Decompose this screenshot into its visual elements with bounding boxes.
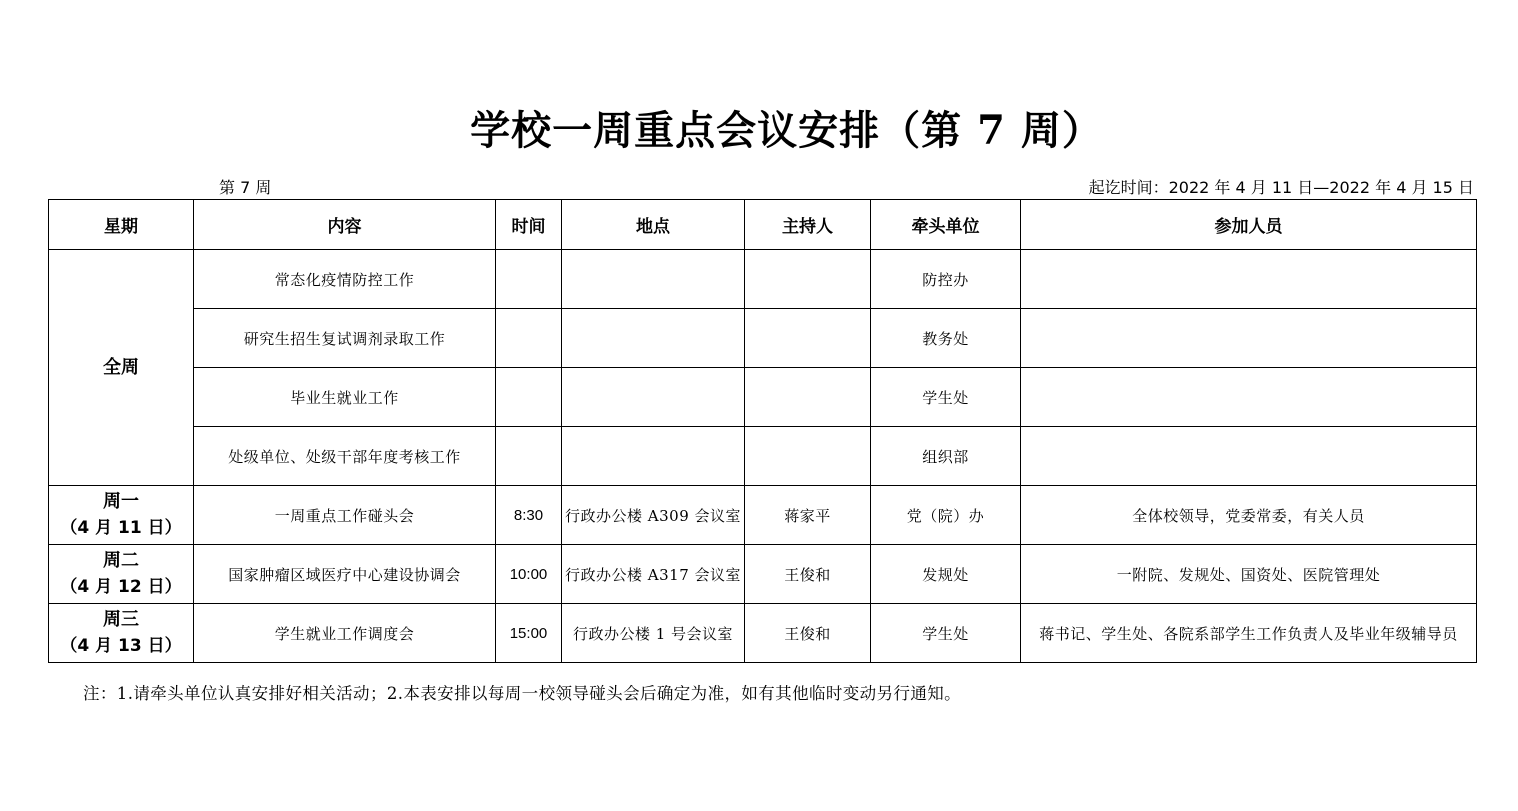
attendees-cell: 一附院、发规处、国资处、医院管理处	[1021, 545, 1477, 604]
header-cell-unit: 牵头单位	[871, 200, 1021, 250]
footnote: 注：1.请牵头单位认真安排好相关活动；2.本表安排以每周一校领导碰头会后确定为准，如有其他临时变动另行通知。	[83, 684, 962, 703]
location-cell: 行政办公楼 1 号会议室	[562, 604, 745, 663]
attendees-cell	[1021, 309, 1477, 368]
unit-cell: 防控办	[871, 250, 1021, 309]
unit-cell: 党（院）办	[871, 486, 1021, 545]
table-row	[49, 545, 1477, 604]
attendees-cell: 全体校领导，党委常委，有关人员	[1021, 486, 1477, 545]
time-cell	[496, 368, 562, 427]
weekday-label: 周二	[103, 550, 139, 571]
header-row	[49, 200, 1477, 250]
location-cell	[562, 427, 745, 486]
date-range: 起讫时间：2022 年 4 月 11 日—2022 年 4 月 15 日	[1088, 178, 1474, 197]
weekday-cell	[49, 604, 194, 663]
content-cell: 国家肿瘤区域医疗中心建设协调会	[194, 545, 496, 604]
schedule-table	[48, 199, 1477, 663]
location-cell: 行政办公楼 A317 会议室	[562, 545, 745, 604]
host-cell	[745, 368, 871, 427]
content-cell: 研究生招生复试调剂录取工作	[194, 309, 496, 368]
header-cell-host: 主持人	[745, 200, 871, 250]
unit-cell: 学生处	[871, 604, 1021, 663]
location-cell	[562, 309, 745, 368]
table-row	[49, 427, 1477, 486]
time-cell	[496, 427, 562, 486]
header-cell-location: 地点	[562, 200, 745, 250]
location-cell	[562, 250, 745, 309]
table-row	[49, 486, 1477, 545]
week-label: 第 7 周	[219, 178, 272, 197]
header-cell-attendees: 参加人员	[1021, 200, 1477, 250]
host-cell: 王俊和	[745, 545, 871, 604]
unit-cell: 学生处	[871, 368, 1021, 427]
unit-cell: 发规处	[871, 545, 1021, 604]
attendees-cell	[1021, 368, 1477, 427]
time-cell: 8:30	[496, 486, 562, 545]
table-row	[49, 368, 1477, 427]
weekday-label: 周三	[103, 609, 139, 630]
host-cell: 蒋家平	[745, 486, 871, 545]
weekday-date: （4 月 13 日）	[60, 636, 182, 656]
host-cell	[745, 309, 871, 368]
content-cell: 常态化疫情防控工作	[194, 250, 496, 309]
table-row	[49, 604, 1477, 663]
weekday-date: （4 月 12 日）	[60, 577, 182, 597]
location-cell	[562, 368, 745, 427]
content-cell: 一周重点工作碰头会	[194, 486, 496, 545]
host-cell	[745, 250, 871, 309]
header-cell-weekday: 星期	[49, 200, 194, 250]
host-cell: 王俊和	[745, 604, 871, 663]
header-cell-time: 时间	[496, 200, 562, 250]
content-cell: 学生就业工作调度会	[194, 604, 496, 663]
page-title: 学校一周重点会议安排（第 7 周）	[470, 107, 1103, 154]
attendees-cell	[1021, 250, 1477, 309]
time-cell	[496, 309, 562, 368]
content-cell: 毕业生就业工作	[194, 368, 496, 427]
time-cell: 10:00	[496, 545, 562, 604]
content-cell: 处级单位、处级干部年度考核工作	[194, 427, 496, 486]
header-cell-content: 内容	[194, 200, 496, 250]
unit-cell: 组织部	[871, 427, 1021, 486]
table-row	[49, 309, 1477, 368]
table-row	[49, 250, 1477, 309]
whole-week-label: 全周	[49, 250, 194, 486]
time-cell: 15:00	[496, 604, 562, 663]
weekday-date: （4 月 11 日）	[60, 518, 182, 538]
host-cell	[745, 427, 871, 486]
location-cell: 行政办公楼 A309 会议室	[562, 486, 745, 545]
weekday-cell	[49, 545, 194, 604]
time-cell	[496, 250, 562, 309]
weekday-label: 周一	[103, 491, 139, 512]
attendees-cell	[1021, 427, 1477, 486]
unit-cell: 教务处	[871, 309, 1021, 368]
weekday-cell	[49, 486, 194, 545]
attendees-cell: 蒋书记、学生处、各院系部学生工作负责人及毕业年级辅导员	[1021, 604, 1477, 663]
